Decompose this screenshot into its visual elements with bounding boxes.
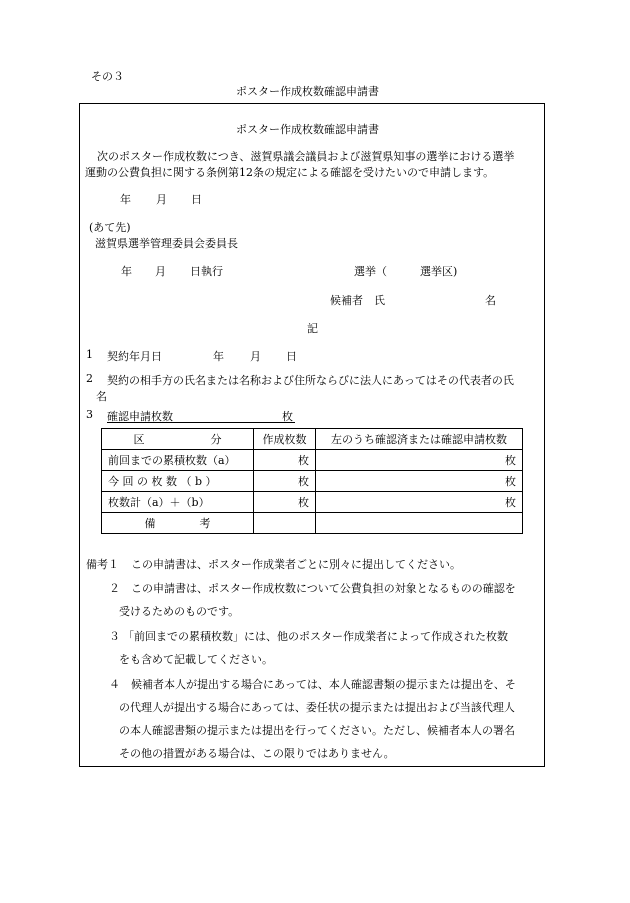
election-name: 選挙（ 選挙区) xyxy=(354,265,458,278)
item1-month: 月 xyxy=(250,350,261,363)
note4-line-4: その他の措置がある場合は、この限りではありません。 xyxy=(119,747,395,760)
table-row xyxy=(102,450,523,471)
note4-number: ４ xyxy=(109,678,120,691)
table-header-row xyxy=(102,429,523,450)
confirmed-cell[interactable]: 枚 xyxy=(316,471,523,492)
item3-number: 3 xyxy=(86,408,93,421)
confirmed-cell[interactable] xyxy=(316,513,523,534)
candidate-label: 候補者 氏 xyxy=(330,294,385,307)
intro-line-2: 運動の公費負担に関する条例第12条の規定による確認を受けたいので申請します。 xyxy=(85,166,495,179)
intro-line-1: 次のポスター作成枚数につき、滋賀県議会議員および滋賀県知事の選挙における選挙 xyxy=(97,150,515,163)
row-label: 今 回 の 枚 数 （ b ） xyxy=(102,471,254,492)
note3-line-2: をも含めて記載してください。 xyxy=(119,653,273,666)
item1-year: 年 xyxy=(213,350,224,363)
note4-line-1: 候補者本人が提出する場合にあっては、本人確認書類の提示または提出を、そ xyxy=(131,678,516,691)
candidate-name-suffix: 名 xyxy=(485,294,496,307)
note2-line-2: 受けるためのものです。 xyxy=(119,605,240,618)
note3-line-1: 「前回までの累積枚数」には、他のポスター作成業者によって作成された枚数 xyxy=(123,630,508,643)
note1-text: この申請書は、ポスター作成業者ごとに別々に提出してください。 xyxy=(131,558,461,571)
item2-number: 2 xyxy=(86,372,93,385)
note3-number: ３ xyxy=(109,630,120,643)
note4-line-2: の代理人が提出する場合にあっては、委任状の提示または提出および当該代理人 xyxy=(119,701,515,714)
confirmed-cell[interactable]: 枚 xyxy=(316,492,523,513)
item1-label: 契約年月日 xyxy=(107,350,162,363)
election-day: 日執行 xyxy=(190,265,223,278)
item2-line-2: 名 xyxy=(96,390,107,403)
form-number: その３ xyxy=(91,70,124,83)
table-row xyxy=(102,513,523,534)
header-confirmed: 左のうち確認済または確認申請枚数 xyxy=(316,429,523,450)
ki-heading: 記 xyxy=(307,322,318,335)
election-year: 年 xyxy=(121,265,132,278)
header-category: 区 分 xyxy=(102,429,254,450)
row-label: 備 考 xyxy=(102,513,254,534)
addressee-label: (あて先) xyxy=(89,221,131,234)
table-row xyxy=(102,471,523,492)
count-table xyxy=(101,428,523,534)
header-made: 作成枚数 xyxy=(254,429,316,450)
made-cell[interactable]: 枚 xyxy=(254,492,316,513)
item3-unit: 枚 xyxy=(282,410,293,423)
confirmed-cell[interactable]: 枚 xyxy=(316,450,523,471)
date-year: 年 xyxy=(120,193,131,206)
addressee: 滋賀県選挙管理委員会委員長 xyxy=(95,237,238,250)
note4-line-3: の本人確認書類の提示または提出を行ってください。ただし、候補者本人の署名 xyxy=(119,724,515,737)
election-month: 月 xyxy=(155,265,166,278)
date-day: 日 xyxy=(191,193,202,206)
table-row xyxy=(102,492,523,513)
note1-label: 備考１ xyxy=(86,558,119,571)
page-title: ポスター作成枚数確認申請書 xyxy=(236,85,379,98)
note2-line-1: この申請書は、ポスター作成枚数について公費負担の対象となるものの確認を xyxy=(131,582,516,595)
item3-field[interactable] xyxy=(107,408,295,423)
item1-day: 日 xyxy=(286,350,297,363)
made-cell[interactable] xyxy=(254,513,316,534)
row-label: 枚数計（a）＋（b） xyxy=(102,492,254,513)
date-month: 月 xyxy=(156,193,167,206)
note2-number: ２ xyxy=(109,582,120,595)
item1-number: 1 xyxy=(86,348,93,361)
form-title: ポスター作成枚数確認申請書 xyxy=(236,123,379,136)
made-cell[interactable]: 枚 xyxy=(254,471,316,492)
item2-line-1: 契約の相手方の氏名または名称および住所ならびに法人にあってはその代表者の氏 xyxy=(107,374,514,387)
row-label: 前回までの累積枚数（a） xyxy=(102,450,254,471)
item3-label: 確認申請枚数 xyxy=(107,410,173,423)
made-cell[interactable]: 枚 xyxy=(254,450,316,471)
